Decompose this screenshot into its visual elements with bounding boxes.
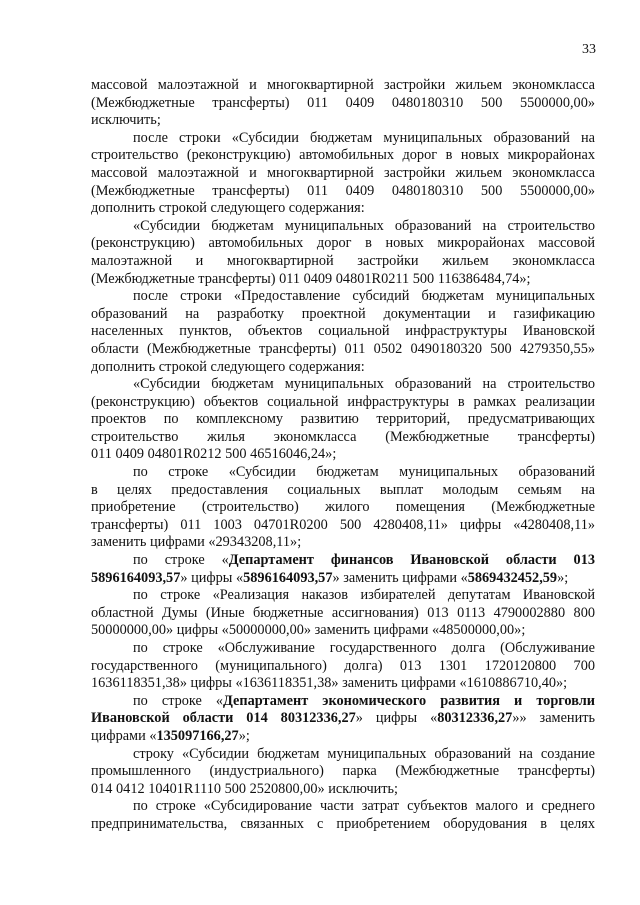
text-line: заменить цифрами «29343208,11»; (91, 534, 302, 551)
text-line: строительство жилья экономкласса (Межбюджетные трансферты) (91, 428, 595, 445)
text-line: по строке «Субсидирование части затрат субъектов малого и среднего (133, 798, 595, 815)
text-line: «Субсидии бюджетам муниципальных образований на строительство (133, 376, 595, 393)
text-line: области (Межбюджетные трансферты) 011 0502 0490180320 500 4279350,55» (91, 340, 595, 357)
text-line: приобретение (строительство) жилого помещения (Межбюджетные (91, 499, 595, 516)
text-line: массовой малоэтажной и многоквартирной застройки жильем экономкласса (91, 77, 595, 93)
text-line: «Субсидии бюджетам муниципальных образований на строительство (133, 217, 595, 234)
text-line: по строке «Департамент экономического развития и торговли (133, 692, 595, 709)
text-line: по строке «Обслуживание государственного долга (Обслуживание (133, 640, 595, 656)
text-line: (Межбюджетные трансферты) 011 0409 04801R0211 500 116386484,74»; (91, 270, 531, 287)
text-line: населенных пунктов, объектов социальной инфраструктуры Ивановской (91, 323, 595, 340)
text-line: 5896164093,57» цифры «5896164093,57» заменить цифрами «5869432452,59»; (91, 569, 569, 586)
text-line: массовой малоэтажной и многоквартирной застройки жильем экономкласса (91, 164, 595, 181)
text-line: государственного (муниципального) долга) 013 1301 1720120800 700 (91, 657, 595, 674)
text-line: в целях предоставления социальных выплат молодым семьям на (91, 481, 595, 498)
text-line: 014 0412 10401R1110 500 2520800,00» исключить; (91, 780, 399, 797)
text-line: дополнить строкой следующего содержания: (91, 200, 365, 217)
body-text (91, 77, 595, 834)
text-line: предпринимательства, связанных с приобретением оборудования в целях (91, 815, 595, 832)
text-line: (Межбюджетные трансферты) 011 0409 0480180310 500 5500000,00» (91, 182, 595, 199)
text-line: (реконструкцию) объектов социальной инфраструктуры в рамках реализации (91, 393, 595, 410)
text-line: 50000000,00» цифры «50000000,00» заменить цифрами «48500000,00»; (91, 622, 526, 639)
text-line: цифрами «135097166,27»; (91, 727, 250, 744)
text-line: строку «Субсидии бюджетам муниципальных образований на создание (133, 745, 595, 762)
text-line: (Межбюджетные трансферты) 011 0409 0480180310 500 5500000,00» (91, 94, 595, 111)
text-line: Ивановской области 014 80312336,27» цифры «80312336,27»» заменить (91, 710, 595, 727)
text-line: областной Думы (Иные бюджетные ассигнования) 013 0113 4790002880 800 (91, 604, 595, 621)
text-line: по строке «Реализация наказов избирателей депутатам Ивановской (133, 587, 595, 604)
text-line: малоэтажной и многоквартирной застройки жильем экономкласса (91, 252, 595, 269)
text-line: промышленного (индустриального) парка (Межбюджетные трансферты) (91, 763, 595, 780)
text-line: 011 0409 04801R0212 500 46516046,24»; (91, 446, 337, 463)
text-line: после строки «Субсидии бюджетам муниципальных образований на (133, 129, 595, 146)
text-line: по строке «Департамент финансов Ивановской области 013 (133, 552, 595, 569)
text-line: проектов по комплексному развитию территорий, предусматривающих (91, 411, 595, 428)
text-line: исключить; (91, 112, 161, 129)
text-line: дополнить строкой следующего содержания: (91, 358, 365, 375)
text-line: после строки «Предоставление субсидий бюджетам муниципальных (133, 288, 595, 305)
text-line: по строке «Субсидии бюджетам муниципальных образований (133, 464, 595, 481)
text-line: образований на разработку проектной документации и газификацию (91, 305, 595, 322)
text-line: (реконструкцию) автомобильных дорог в новых микрорайонах массовой (91, 235, 595, 252)
page-number: 33 (582, 42, 596, 57)
text-line: трансферты) 011 1003 04701R0200 500 4280408,11» цифры «4280408,11» (91, 516, 595, 533)
text-line: 1636118351,38» цифры «1636118351,38» заменить цифрами «1610886710,40»; (91, 675, 568, 692)
text-line: строительство (реконструкцию) автомобильных дорог в новых микрорайонах (91, 147, 595, 164)
